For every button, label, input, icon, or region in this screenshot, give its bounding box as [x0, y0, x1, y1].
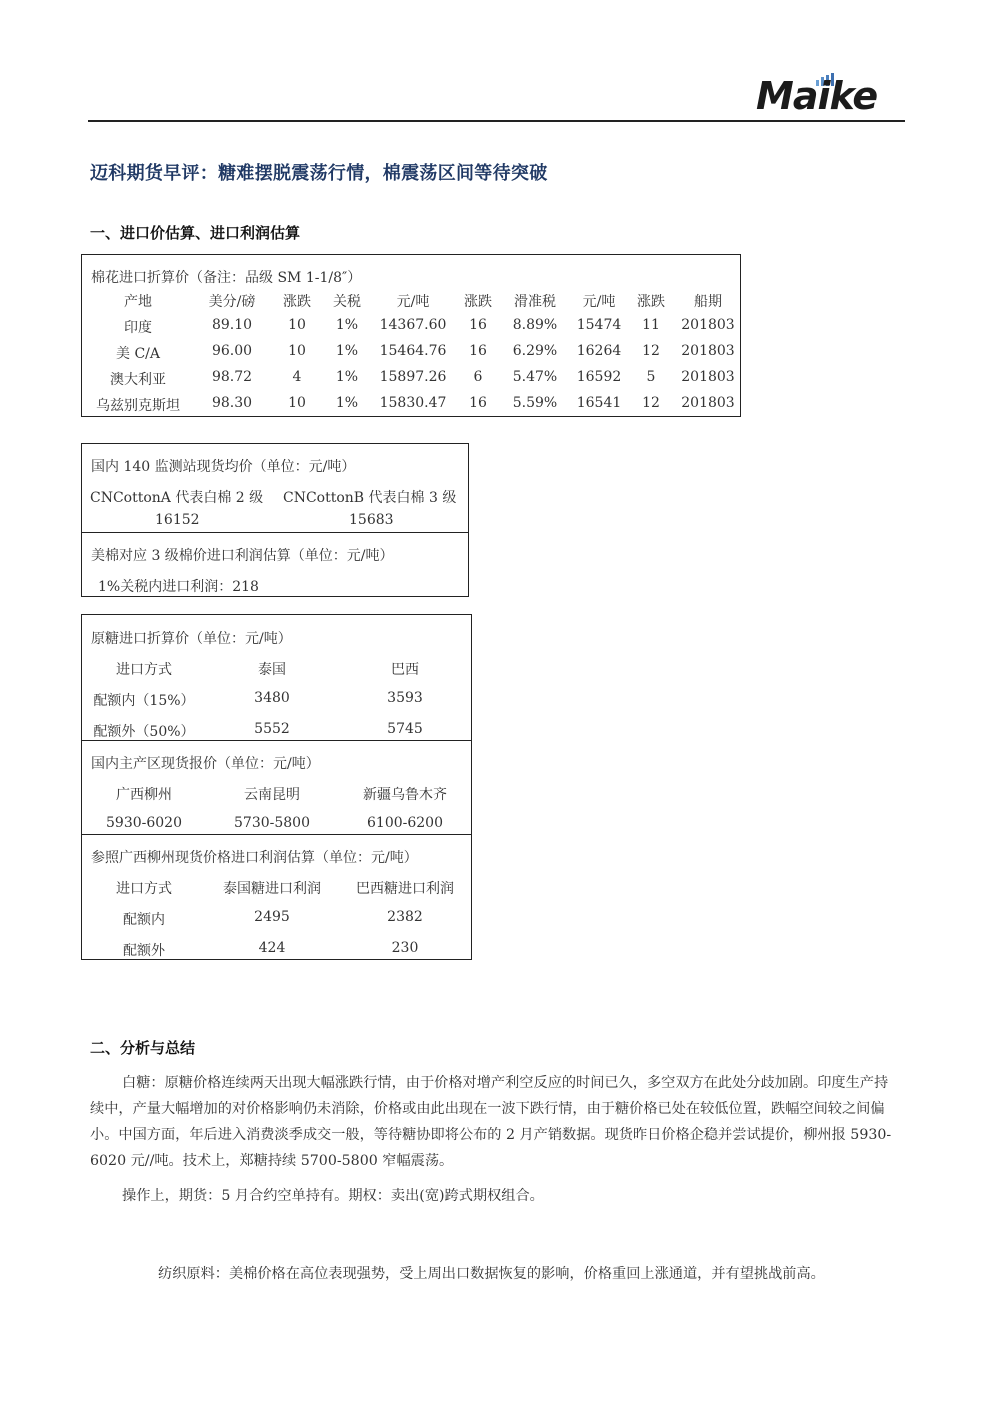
domestic-cotton-caption: 国内 140 监测站现货均价（单位：元/吨）	[91, 459, 356, 475]
table-cell: 10	[288, 317, 306, 333]
table-cell: 15474	[576, 317, 622, 333]
table-cell: 16541	[576, 395, 622, 411]
table-cell: 8.89%	[512, 317, 558, 333]
table-cell: 1%	[335, 343, 359, 359]
column-header: 美分/磅	[208, 294, 256, 310]
sugar-profit-caption: 参照广西柳州现货价格进口利润估算（单位：元/吨）	[91, 850, 418, 866]
table-cell: 4	[292, 369, 302, 385]
column-header: 涨跌	[464, 294, 492, 310]
table-cell: 98.72	[211, 369, 253, 385]
table-cell: 201803	[681, 317, 735, 333]
table-cell: 16592	[576, 369, 622, 385]
table-cell: 16	[469, 317, 487, 333]
table-cell: 12	[642, 395, 660, 411]
column-header: 进口方式	[116, 662, 172, 678]
table-cell: 1%	[335, 395, 359, 411]
sugar-strategy-paragraph: 操作上，期货：5 月合约空单持有。期权：卖出(宽)跨式期权组合。	[122, 1188, 544, 1204]
table-cell: 5730-5800	[234, 815, 310, 831]
logo-text: Maike	[756, 74, 878, 118]
table-cell: 5552	[254, 721, 290, 737]
table-cell: 5.59%	[512, 395, 558, 411]
cotton-import-caption: 棉花进口折算价（备注：品级 SM 1-1/8″）	[91, 270, 362, 286]
column-header: 新疆乌鲁木齐	[363, 787, 447, 803]
column-header: 进口方式	[116, 881, 172, 897]
table-cell: 6	[473, 369, 483, 385]
sugar-analysis-paragraph: 白糖：原糖价格连续两天出现大幅涨跌行情，由于价格对增产利空反应的时间已久，多空双方在此处分歧加剧。印度生产持续中，产量大幅增加的对价格影响仍未消除，价格或由此出现在一波下跌行情，由于糖价格已处在较低位置，跌幅空间较之间偏小。中国方面，年后进入消费淡季成交一般，等待糖协即将公布的 2 月产销数据。现货昨日价格企稳并尝试提价，柳州报 5930-6020 元//吨。技术上，郑糖持续 5700-5800 窄幅震荡。	[90, 1075, 892, 1169]
table-cell: 201803	[681, 395, 735, 411]
table-cell: 5745	[387, 721, 423, 737]
column-header: 广西柳州	[116, 787, 172, 803]
column-header: 泰国	[258, 662, 286, 678]
table-cell: 230	[391, 940, 419, 956]
column-header: 巴西	[391, 662, 419, 678]
domestic-cotton-box	[81, 443, 469, 597]
page-title: 迈科期货早评：糖难摆脱震荡行情，棉震荡区间等待突破	[90, 163, 548, 184]
table-cell: 配额内（15%）	[93, 693, 195, 709]
table-cell: 5930-6020	[106, 815, 182, 831]
cncotton-b-value: 15683	[349, 512, 394, 528]
table-cell: 1%	[335, 317, 359, 333]
table-cell: 6100-6200	[367, 815, 443, 831]
domestic-sugar-caption: 国内主产区现货报价（单位：元/吨）	[91, 756, 320, 772]
column-header: 元/吨	[582, 294, 616, 310]
table-cell: 11	[642, 317, 660, 333]
cncotton-a-label: CNCottonA 代表白棉 2 级	[90, 490, 264, 506]
table-cell: 201803	[681, 343, 735, 359]
divider	[82, 834, 471, 835]
table-cell: 424	[258, 940, 286, 956]
table-cell: 10	[288, 343, 306, 359]
section2-heading: 二、分析与总结	[90, 1039, 196, 1057]
maike-logo	[756, 72, 890, 116]
table-cell: 3480	[254, 690, 290, 706]
column-header: 产地	[124, 294, 152, 310]
table-cell: 配额内	[123, 912, 165, 928]
table-cell: 乌兹别克斯坦	[96, 398, 180, 414]
raw-sugar-caption: 原糖进口折算价（单位：元/吨）	[91, 631, 292, 647]
table-cell: 15464.76	[379, 343, 447, 359]
column-header: 涨跌	[637, 294, 665, 310]
column-header: 涨跌	[283, 294, 311, 310]
table-cell: 89.10	[211, 317, 253, 333]
table-cell: 5.47%	[512, 369, 558, 385]
table-cell: 6.29%	[512, 343, 558, 359]
divider	[82, 532, 468, 533]
table-cell: 15897.26	[379, 369, 447, 385]
table-cell: 配额外	[123, 943, 165, 959]
table-cell: 96.00	[211, 343, 253, 359]
table-cell: 14367.60	[379, 317, 447, 333]
column-header: 泰国糖进口利润	[223, 881, 321, 897]
table-cell: 98.30	[211, 395, 253, 411]
cotton-import-table	[81, 254, 741, 417]
table-cell: 16264	[576, 343, 622, 359]
sugar-box	[81, 614, 472, 960]
cncotton-b-label: CNCottonB 代表白棉 3 级	[283, 490, 457, 506]
table-cell: 5	[646, 369, 656, 385]
textile-analysis-paragraph: 纺织原料：美棉价格在高位表现强势，受上周出口数据恢复的影响，价格重回上涨通道，并有望挑战前高。	[158, 1266, 825, 1282]
column-header: 云南昆明	[244, 787, 300, 803]
column-header: 元/吨	[396, 294, 430, 310]
table-cell: 16	[469, 395, 487, 411]
table-cell: 2495	[254, 909, 290, 925]
table-cell: 201803	[681, 369, 735, 385]
column-header: 滑准税	[514, 294, 556, 310]
cotton-profit-text: 1%关税内进口利润：218	[98, 579, 259, 595]
table-cell: 1%	[335, 369, 359, 385]
table-cell: 16	[469, 343, 487, 359]
table-cell: 12	[642, 343, 660, 359]
table-cell: 3593	[387, 690, 423, 706]
column-header: 关税	[333, 294, 361, 310]
cncotton-a-value: 16152	[155, 512, 200, 528]
table-cell: 澳大利亚	[110, 372, 166, 388]
table-cell: 印度	[124, 320, 152, 336]
cotton-profit-caption: 美棉对应 3 级棉价进口利润估算（单位：元/吨）	[91, 548, 394, 564]
column-header: 巴西糖进口利润	[356, 881, 454, 897]
table-cell: 美 C/A	[116, 346, 160, 362]
header-rule	[88, 120, 905, 122]
table-cell: 配额外（50%）	[93, 724, 195, 740]
section1-heading: 一、进口价估算、进口利润估算	[90, 224, 301, 242]
table-cell: 10	[288, 395, 306, 411]
table-cell: 15830.47	[379, 395, 447, 411]
table-cell: 2382	[387, 909, 423, 925]
column-header: 船期	[694, 294, 722, 310]
